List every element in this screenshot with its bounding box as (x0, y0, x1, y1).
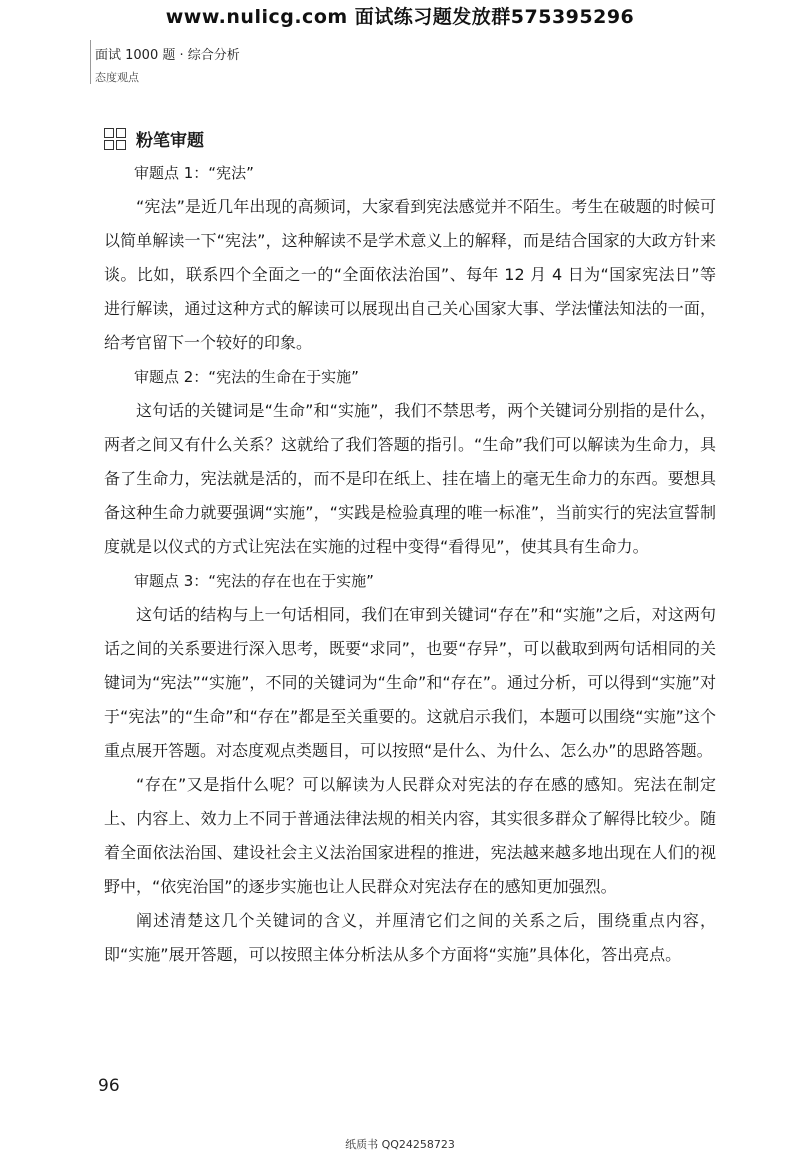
watermark-top: www.nulicg.com 面试练习题发放群575395296 (165, 6, 635, 28)
page-number: 96 (98, 1076, 120, 1096)
running-head-subtitle: 态度观点 (95, 71, 139, 84)
running-head-rule (90, 40, 91, 84)
running-head (95, 44, 240, 85)
paragraph: 这句话的关键词是“生命”和“实施”，我们不禁思考，两个关键词分别指的是什么，两者之间又有什么关系？这就给了我们答题的指引。“生命”我们可以解读为生命力，具备了生命力，宪法就是活的，而不是印在纸上、挂在墙上的毫无生命力的东西。要想具备这种生命力就要强调“实施”，“实践是检验真理的唯一标准”，当前实行的宪法宣誓制度就是以仪式的方式让宪法在实施的过程中变得“看得见”，使其具有生命力。 (104, 401, 716, 556)
running-head-title: 面试 1000 题 · 综合分析 (95, 48, 240, 63)
article-body (104, 156, 716, 972)
review-point-heading: 审题点 3：“宪法的存在也在于实施” (134, 572, 374, 590)
paragraph: “宪法”是近几年出现的高频词，大家看到宪法感觉并不陌生。考生在破题的时候可以简单解读一下“宪法”，这种解读不是学术意义上的解释，而是结合国家的大政方针来谈。比如，联系四个全面之一的“全面依法治国”、每年 12 月 4 日为“国家宪法日”等进行解读，通过这种方式的解读可以展现出自己关心国家大事、学法懂法知法的一面，给考官留下一个较好的印象。 (104, 197, 716, 352)
paragraph: 这句话的结构与上一句话相同，我们在审到关键词“存在”和“实施”之后，对这两句话之间的关系要进行深入思考，既要“求同”，也要“存异”，可以截取到两句话相同的关键词为“宪法”“实施”，不同的关键词为“生命”和“存在”。通过分析，可以得到“实施”对于“宪法”的“生命”和“存在”都是至关重要的。这就启示我们，本题可以围绕“实施”这个重点展开答题。对态度观点类题目，可以按照“是什么、为什么、怎么办”的思路答题。 (104, 605, 716, 760)
section-title (104, 126, 204, 151)
review-point-heading: 审题点 2：“宪法的生命在于实施” (134, 368, 359, 386)
paragraph: 阐述清楚这几个关键词的含义，并厘清它们之间的关系之后，围绕重点内容，即“实施”展开答题，可以按照主体分析法从多个方面将“实施”具体化，答出亮点。 (104, 911, 716, 964)
paragraph: “存在”又是指什么呢？可以解读为人民群众对宪法的存在感的感知。宪法在制定上、内容上、效力上不同于普通法律法规的相关内容，其实很多群众了解得比较少。随着全面依法治国、建设社会主义法治国家进程的推进，宪法越来越多地出现在人们的视野中，“依宪治国”的逐步实施也让人民群众对宪法存在的感知更加强烈。 (104, 775, 716, 896)
grid-icon (104, 128, 126, 150)
section-title-text: 粉笔审题 (136, 131, 204, 151)
watermark-bottom: 纸质书 QQ24258723 (345, 1138, 455, 1151)
review-point-heading: 审题点 1：“宪法” (134, 164, 254, 182)
